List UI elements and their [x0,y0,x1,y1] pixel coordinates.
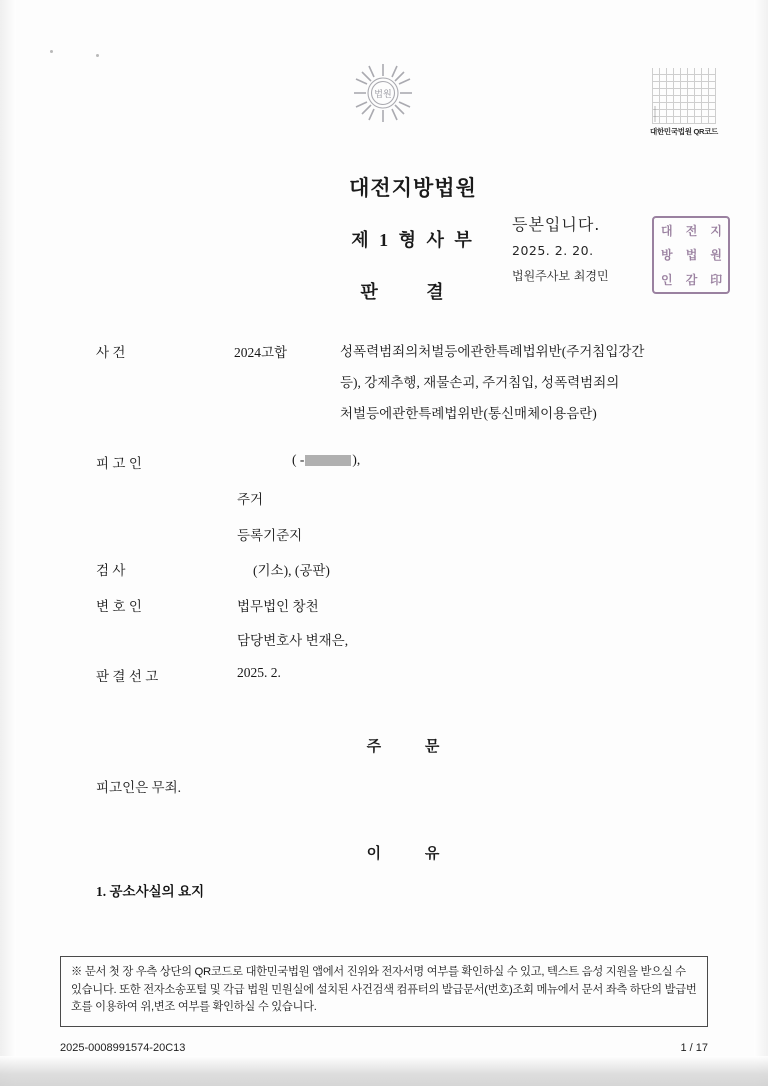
defendant-paren-close: ), [352,452,361,467]
field-value-judgment-date: 2025. 2. [237,665,281,680]
charge-line: 처벌등에관한특례법위반(통신매체이용음란) [340,406,597,421]
seal-char: 대 [661,223,672,238]
certification-officer: 법원주사보 최경민 [512,269,609,283]
court-name: 대전지방법원 [349,176,477,200]
seal-char: 감 [685,273,697,288]
scan-speck [50,50,53,53]
document-issue-number: 2025-0008991574-20C13 [60,1042,186,1054]
certification-line-1: 등본입니다. [512,215,601,234]
charge-line: 성폭력범죄의처벌등에관한특례법위반(주거침입강간 [340,344,645,359]
scan-edge-right [754,0,768,1086]
reason-heading: 이 유 [366,846,460,862]
field-label-case: 사 건 [96,345,126,360]
seal-char: 원 [710,248,721,263]
document-type-title: 판 결 [360,282,466,302]
field-value-defendant [292,452,360,468]
certification-block [512,212,662,284]
field-label-prosecutor: 검 사 [96,563,126,578]
seal-char: 전 [685,223,697,238]
qr-code-icon [652,68,716,124]
defendant-text: ( - [292,452,305,467]
scan-speck [96,54,99,57]
field-value-counsel-lawyer: 담당변호사 변재은, [237,633,349,648]
division-name: 제 1 형 사 부 [351,230,475,250]
seal-char: 印 [710,273,722,288]
field-value-case: 2024고합 [234,345,288,360]
field-label-registry: 등록기준지 [237,528,303,543]
scan-edge-left [0,0,16,1086]
field-label-residence: 주거 [237,492,264,507]
order-heading: 주 문 [366,739,460,755]
svg-text:법원: 법원 [374,89,392,99]
field-label-counsel: 변 호 인 [96,599,142,614]
seal-char: 인 [661,273,672,288]
verification-notice: ※ 문서 첫 장 우측 상단의 QR코드로 대한민국법원 앱에서 진위와 전자서명 여부를 확인하실 수 있고, 텍스트 음성 지원을 받으실 수 있습니다. 또한 전자소송포털 및 각급 법원 민원실에 설치된 사건검색 컴퓨터의 발급문서(번호)조회 메뉴에서 문서 좌측 하단의 발급번호를 이용하여 위,변조 여부를 확인하실 수 있습니다. [60,956,708,1027]
page-number: 1 / 17 [680,1042,708,1054]
field-value-prosecutor: (기소), (공판) [253,563,330,578]
redaction-bar [305,455,351,466]
court-seal [652,216,730,294]
seal-char: 지 [710,223,721,238]
certification-date: 2025. 2. 20. [512,243,594,258]
court-emblem-icon [352,62,414,124]
qr-code-block [628,68,740,137]
field-label-judgment-date: 판 결 선 고 [96,669,159,684]
field-value-counsel: 법무법인 창천 [237,599,319,614]
seal-char: 법 [685,248,697,263]
seal-char: 방 [661,248,672,263]
charge-line: 등), 강제추행, 재물손괴, 주거침입, 성폭력범죄의 [340,375,620,390]
scan-bottom-shadow [0,1056,768,1086]
order-text: 피고인은 무죄. [96,780,181,795]
field-label-defendant: 피 고 인 [96,456,142,471]
qr-code-label: 대한민국법원 QR코드 [650,127,718,136]
reason-section-heading: 1. 공소사실의 요지 [96,884,205,899]
case-charges [340,336,696,429]
